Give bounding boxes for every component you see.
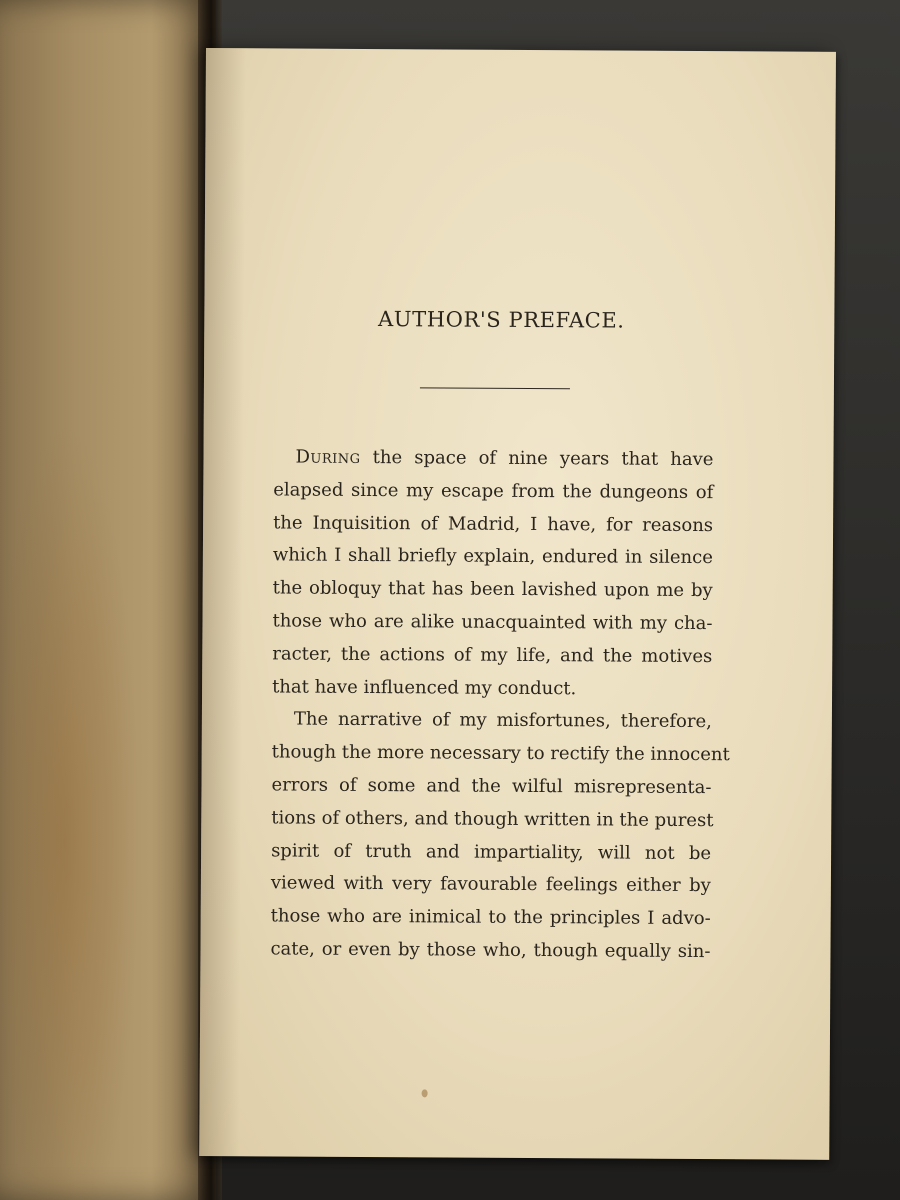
- text-line: The narrative of my misfortunes, therefore,: [293, 708, 712, 733]
- text-line: that have influenced my conduct.: [272, 675, 577, 699]
- text-line: elapsed since my escape from the dungeons of: [273, 479, 714, 503]
- text-line: cate, or even by those who, though equally sin-: [270, 938, 711, 963]
- text-line: errors of some and the wilful misrepresenta-: [271, 774, 712, 799]
- text-line: which I shall briefly explain, endured in silence: [272, 544, 713, 569]
- text-line: During the space of nine years that have: [295, 446, 714, 471]
- text-line: those who are alike unacquainted with my cha-: [272, 610, 713, 635]
- text-line: those who are inimical to the principles I advo-: [270, 905, 711, 930]
- text-line: the Inquisition of Madrid, I have, for reasons: [273, 512, 714, 536]
- text-line: viewed with very favourable feelings either by: [270, 872, 711, 897]
- paper-spot: [422, 1089, 428, 1097]
- preface-text: [270, 441, 730, 968]
- left-page: [0, 0, 216, 1200]
- heading-rule: [420, 387, 570, 389]
- text-line: racter, the actions of my life, and the motives: [272, 643, 713, 667]
- text-line: though the more necessary to rectify the innocent: [271, 741, 730, 766]
- page-heading: AUTHOR'S PREFACE.: [378, 307, 625, 333]
- text-line: the obloquy that has been lavished upon me by: [272, 577, 713, 602]
- drop-word: During: [295, 446, 361, 468]
- right-page: [199, 48, 836, 1160]
- text-line: spirit of truth and impartiality, will not be: [271, 839, 712, 864]
- text-line: tions of others, and though written in the purest: [271, 807, 714, 831]
